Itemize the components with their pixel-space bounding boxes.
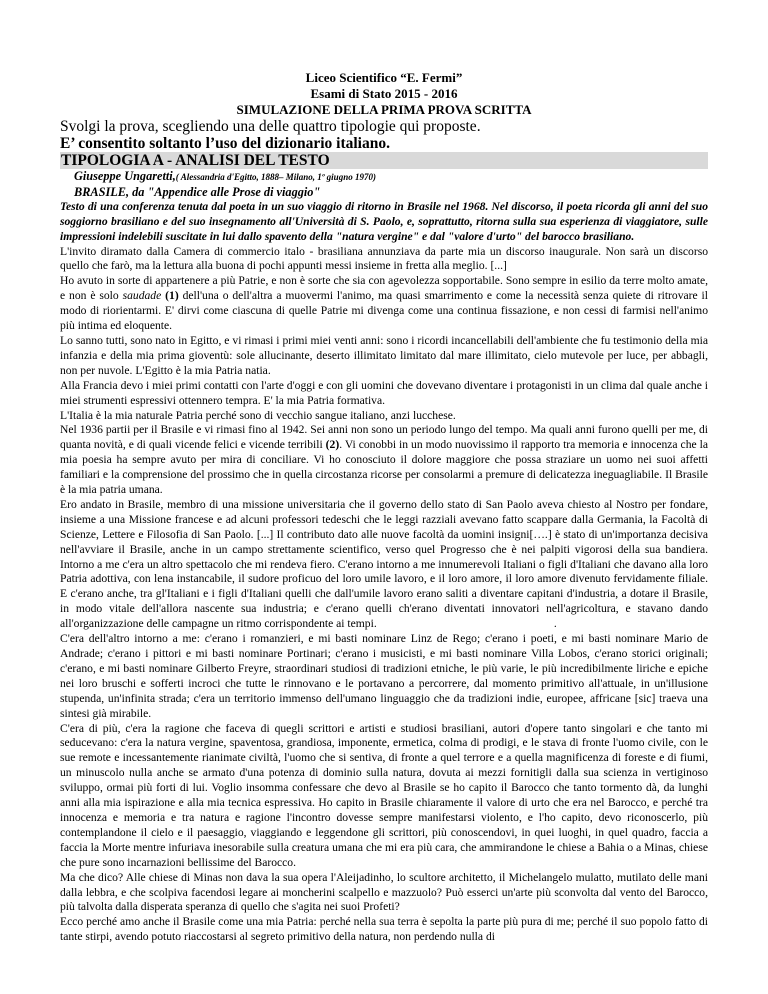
paragraph: Nel 1936 partii per il Brasile e vi rimasi fino al 1942. Sei anni non sono un periodo lungo del tempo. Ma quali anni furono quelli per me, di quanta novità, e di quali vicende felici e vicende terribili (2). Vi conobbi in un modo nuovissimo il rapporto tra memoria e innocenza che la mia poesia ha sempre avuto per mira di conciliare. Vi ho conosciuto il dolore maggiore che possa straziare un uomo nei suoi affetti familiari e la comprensione del prossimo che in quella circostanza ricorse per consolarmi a premure di delicatezza ineguagliabile. Il Brasile è la mia patria umana. bbox=[60, 423, 708, 497]
saudade-word: saudade bbox=[122, 289, 162, 303]
intro-paragraph: Testo di una conferenza tenuta dal poeta in un suo viaggio di ritorno in Brasile nel 1968. Nel discorso, il poeta ricorda gli anni del suo soggiorno brasiliano e del suo insegnamento all'Università di S. Paolo, e, soprattutto, ritorna sulla sua esperienza di viaggiatore, sulle impressioni indelebili suscitate in lui dallo spavento della "natura vergine" e dal "valore d'urto" del barocco brasiliano. bbox=[60, 199, 708, 243]
author-name: Giuseppe Ungaretti, bbox=[74, 169, 176, 183]
author-line bbox=[60, 169, 708, 185]
paragraph: Alla Francia devo i miei primi contatti con l'arte d'oggi e con gli uomini che dovevano diventare i protagonisti in un clima dal quale anche i miei strumenti espressivi ottennero tempra. E' la mia Patria formativa. bbox=[60, 378, 708, 407]
exam-title: SIMULAZIONE DELLA PRIMA PROVA SCRITTA bbox=[236, 102, 532, 117]
document-page bbox=[60, 70, 708, 945]
footnote-ref: (1) bbox=[165, 289, 179, 303]
paragraph: Ma che dico? Alle chiese di Minas non dava la sua opera l'Aleijadinho, lo scultore architetto, il Michelangelo mulatto, mutilato delle mani dalla lebbra, e che scolpiva facendosi legare ai moncherini scalpello e mazzuolo? Può esserci un'arte più sconvolta dal vento del Barocco, più talvolta dalla disperata speranza di quello che s'agita nei suoi Profeti? bbox=[60, 870, 708, 914]
work-title: BRASILE, da "Appendice alle Prose di viaggio" bbox=[74, 184, 321, 199]
paragraph: Ero andato in Brasile, membro di una missione universitaria che il governo dello stato di San Paolo aveva chiesto al Nostro per fondare, insieme a una Missione francese e ad alcuni professori tedeschi che le leggi razziali avevano fatto scappare dalla Germania, la Facoltà di Scienze, Lettere e Filosofia di San Paolo. [...] Il contributo dato alle nuove facoltà da uomini insigni[….] è stato di un'importanza decisiva nell'avviare il Brasile, anche in un campo strettamente scientifico, verso quel Progresso che è nei palpiti vigorosi della sua bandiera. Intorno a me c'era un altro spettacolo che mi rendeva fiero. C'erano intorno a me innumerevoli Italiani o figli d'Italiani che davano alla loro Patria adottiva, con lena instancabile, il sudore proficuo del loro umile lavoro, e il loro amore, il loro amore divenuto fervidamente filiale. E c'erano anche, tra gl'Italiani e i figli d'Italiani quelli che dall'umile lavoro erano saliti a diventare capitani d'industria, a dotare il Brasile, in modo vitale dell'allora nascente sua industria; e c'erano quelli ch'erano diventati innovatori nell'agricoltura, e stavano dando all'organizzazione delle campagne un ritmo corrispondente ai tempi. . bbox=[60, 497, 708, 631]
footnote-ref: (2) bbox=[325, 438, 340, 452]
paragraph: Ecco perché amo anche il Brasile come una mia Patria: perché nella sua terra è sepolta la parte più pura di me; perché il suo popolo fatto di tante stirpi, avendo potuto riaccostarsi al segreto primitivo della natura, non perdendo nulla di bbox=[60, 915, 708, 944]
paragraph: Lo sanno tutti, sono nato in Egitto, e vi rimasi i primi miei venti anni: sono i ricordi incancellabili dell'ambiente che fu testimonio della mia infanzia e della mia prima gioventù: sole allucinante, deserto illimitato limitato dal mare illimitato, cielo mutevole per luce, per abbagli, non per nuvole. L'Egitto è la mia Patria natia. bbox=[60, 333, 708, 377]
school-name: Liceo Scientifico “E. Fermi” bbox=[305, 70, 463, 85]
text-body bbox=[60, 245, 708, 946]
instruction-line: Svolgi la prova, scegliendo una delle quattro tipologie qui proposte. bbox=[60, 118, 481, 135]
section-title: TIPOLOGIA A - ANALISI DEL TESTO bbox=[60, 152, 708, 169]
exam-year: Esami di Stato 2015 - 2016 bbox=[310, 86, 458, 101]
dictionary-notice: E’ consentito soltanto l’uso del dizionario italiano. bbox=[60, 135, 390, 152]
paragraph: C'era dell'altro intorno a me: c'erano i romanzieri, e mi basti nominare Linz de Rego; c'erano i poeti, e mi basti nominare Mario de Andrade; c'erano i pittori e mi basti nominare Portinari; c'erano i musicisti, e mi basti nominare Villa Lobos, c'erano storici originali; c'erano, e mi basti nominare Gilberto Freyre, straordinari studiosi di tradizioni etniche, le più varie, le più incredibilmente liriche e epiche nei loro bruschi e sofferti incroci che tutte le rinnovano e le portavano a percorrere, dal momento primitivo all'attuale, in un'illusione stupenda, un'infinita strada; c'era un territorio immenso dell'umano linguaggio che da tradizioni indie, europee, affricane [sic] traeva una sintesi già mirabile. bbox=[60, 632, 708, 720]
paragraph: C'era di più, c'era la ragione che faceva di quegli scrittori e artisti e studiosi brasiliani, autori d'opere tanto singolari e che tanto mi seducevano: c'era la natura vergine, spaventosa, grandiosa, imponente, ermetica, colma di prodigi, e le stava di fronte l'uomo civile, con le sue remote e incessantemente rianimate civiltà, l'uomo che si sentiva, di fronte a quel terrore e a quella magnificenza di foreste e di fiumi, un minuscolo nulla anche se armato d'una potenza di dominio sulla natura, dovuta ai mezzi fornitigli dalla sua scienza in vertiginoso sviluppo, ormai più forti di lui. Voglio insomma confessare che devo al Brasile se ho capito il Barocco che tanto tormento dà, da lunghi anni alla mia ispirazione e alla mia tecnica espressiva. Ho capito in Brasile chiaramente il valore di urto che era nel Barocco, e perché tra innocenza e memoria e tra natura e ragione l'incontro dovesse sempre manifestarsi violento, e l'ho capito, devo riconoscerlo, più contemplandone il cielo e il paesaggio, viaggiando e leggendone gli scrittori, più conoscendovi, in quei luoghi, in quel quadro, faccia a faccia la Morte mentre infuriava inesorabile sulla creatura umana che mi era più cara, che ammirandone le chiese a Bahia o a Minas, chiese che pure sono incarnazioni bellissime del Barocco. bbox=[60, 721, 708, 869]
author-dates: ( Alessandria d'Egitto, 1888– Milano, 1º giugno 1970) bbox=[175, 172, 376, 182]
paragraph: L'Italia è la mia naturale Patria perché sono di vecchio sangue italiano, anzi lucchese. bbox=[60, 408, 456, 422]
paragraph: L'invito diramato dalla Camera di commercio italo - brasiliana annunziava da parte mia un discorso inaugurale. Non sarà un discorso quello che farò, ma la lettura alla buona di pochi appunti messi insieme in fretta alla meglio. [...] bbox=[60, 244, 708, 273]
paragraph: Ho avuto in sorte di appartenere a più Patrie, e non è sorte che sia con agevolezza sopportabile. Sono sempre in esilio da terre molto amate, e non è solo saudade (1) dell'una o dell'altra a muovermi l'animo, ma quasi smarrimento e come la necessità senza quiete di ritrovare il modo di riorientarmi. E' dirvi come ciascuna di quelle Patrie mi divenga come una continua fissazione, e non cessi di farmisi nell'animo più intima ed eloquente. bbox=[60, 274, 708, 333]
